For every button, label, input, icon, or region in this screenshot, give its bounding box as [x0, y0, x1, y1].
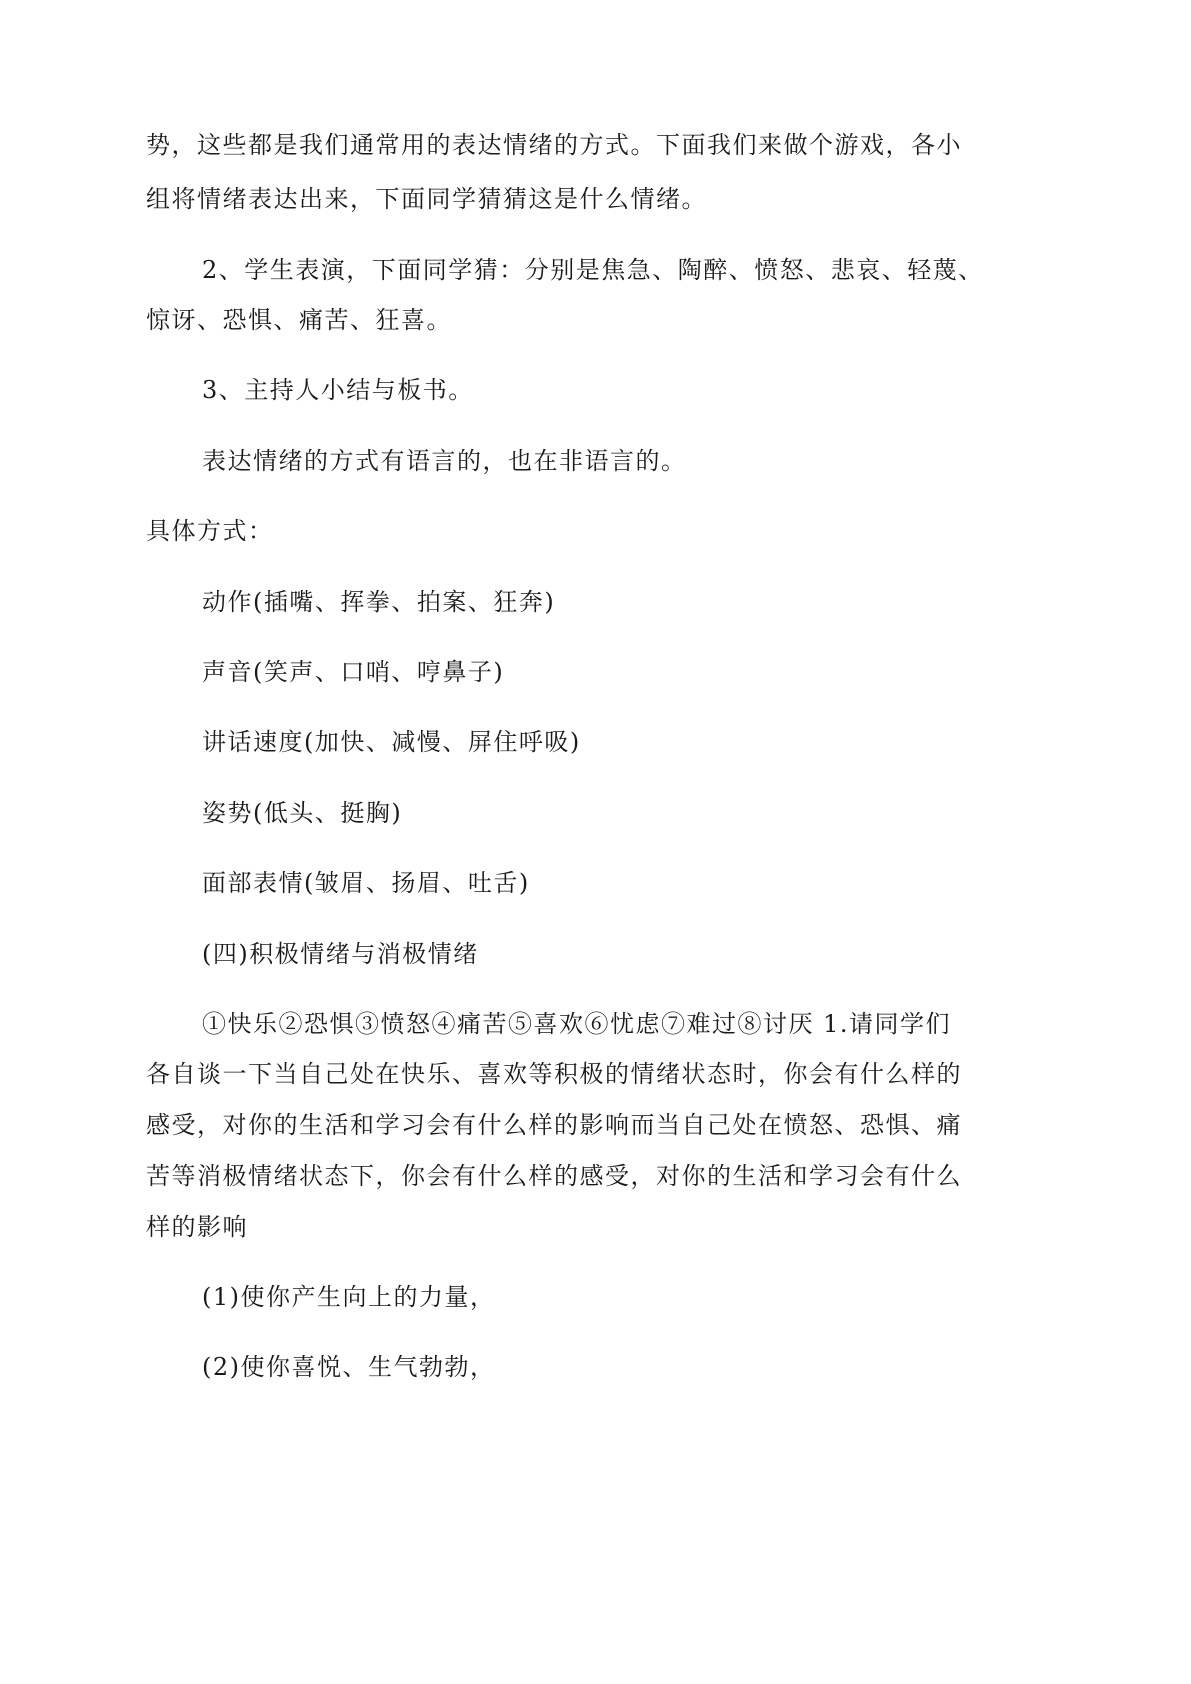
text-line: 3、主持人小结与板书。	[202, 376, 474, 404]
text-line: 样的影响	[146, 1213, 248, 1241]
text-line: 声音(笑声、口哨、哼鼻子)	[202, 658, 505, 686]
text-line: 姿势(低头、挺胸)	[202, 799, 403, 827]
text-line: 动作(插嘴、挥拳、拍案、狂奔)	[202, 588, 556, 616]
text-line: 组将情绪表达出来，下面同学猜猜这是什么情绪。	[146, 185, 707, 213]
text-line: (2)使你喜悦、生气勃勃，	[202, 1353, 496, 1381]
text-line: 惊讶、恐惧、痛苦、狂喜。	[146, 306, 452, 334]
text-line: 面部表情(皱眉、扬眉、吐舌)	[202, 869, 530, 897]
text-line: 各自谈一下当自己处在快乐、喜欢等积极的情绪状态时，你会有什么样的	[146, 1060, 962, 1088]
text-line: 苦等消极情绪状态下，你会有什么样的感受，对你的生活和学习会有什么	[146, 1162, 962, 1190]
text-line: ①快乐②恐惧③愤怒④痛苦⑤喜欢⑥忧虑⑦难过⑧讨厌 1.请同学们	[202, 1010, 952, 1038]
text-line: 势，这些都是我们通常用的表达情绪的方式。下面我们来做个游戏，各小	[146, 131, 962, 159]
text-line: 感受，对你的生活和学习会有什么样的影响而当自己处在愤怒、恐惧、痛	[146, 1111, 962, 1139]
text-line: (1)使你产生向上的力量，	[202, 1283, 496, 1311]
text-line: (四)积极情绪与消极情绪	[202, 940, 479, 968]
text-line: 具体方式：	[146, 517, 274, 545]
text-line: 表达情绪的方式有语言的，也在非语言的。	[202, 447, 687, 475]
text-line: 讲话速度(加快、减慢、屏住呼吸)	[202, 728, 581, 756]
text-line: 2、学生表演，下面同学猜：分别是焦急、陶醉、愤怒、悲哀、轻蔑、	[202, 256, 984, 284]
